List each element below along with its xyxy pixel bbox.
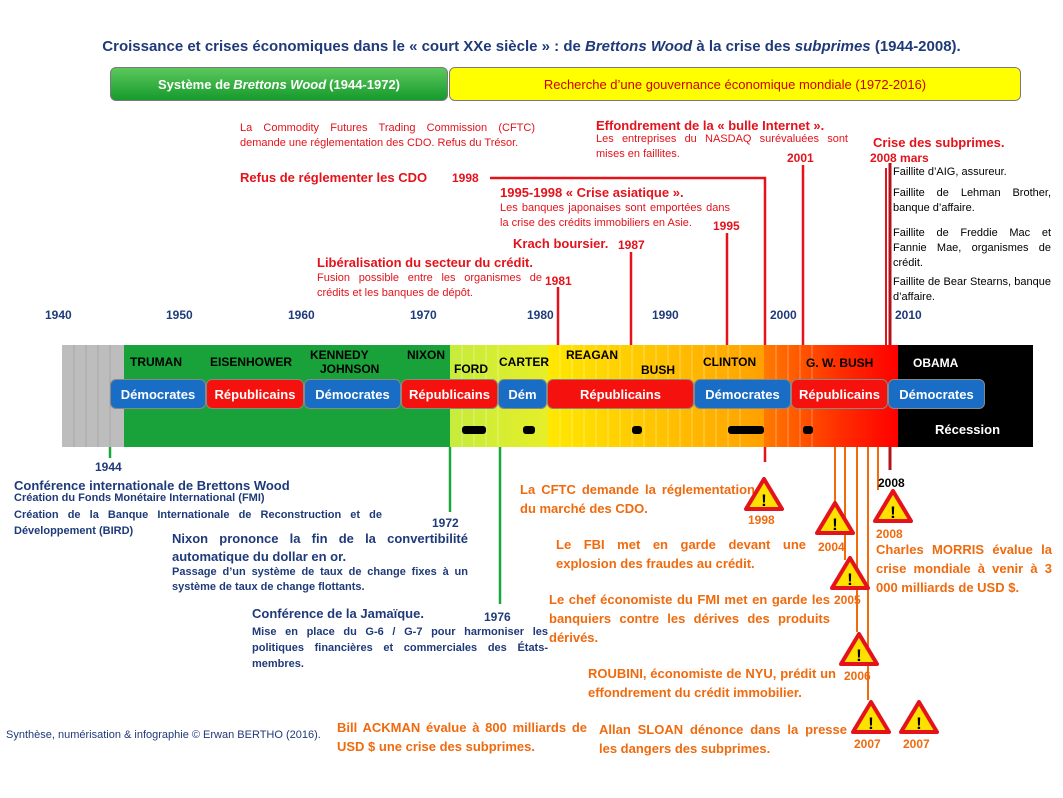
president-gwbush: G. W. BUSH [806, 356, 874, 370]
svg-text:!: ! [890, 503, 896, 522]
decade-1950: 1950 [166, 308, 193, 322]
president-eisenhower: EISENHOWER [210, 355, 293, 369]
president-truman: TRUMAN [130, 355, 182, 369]
era-gouvernance: Recherche d’une gouvernance économique mondiale (1972-2016) [449, 67, 1021, 101]
event-fbi: Le FBI met en garde devant une explosion des fraudes au crédit. [556, 537, 806, 571]
president-obama: OBAMA [913, 356, 959, 370]
svg-text:!: ! [847, 570, 853, 589]
year-1976: 1976 [484, 610, 511, 624]
year-1998-warn: 1998 [748, 513, 775, 527]
president-bush: BUSH [641, 363, 676, 377]
decade-1960: 1960 [288, 308, 315, 322]
president-nixon: NIXON [407, 348, 446, 362]
event-asie-text: Les banques japonaises sont emportées dans la crise des crédits immobiliers en Asie. [500, 202, 730, 229]
president-johnson: JOHNSON [320, 362, 380, 376]
event-aig: Faillite d’AIG, assureur. [893, 166, 1007, 178]
event-subprimes-date: 2008 mars [870, 151, 929, 165]
event-lehman: Faillite de Lehman Brother, banque d’affaire. [893, 187, 1051, 214]
decade-1970: 1970 [410, 308, 437, 322]
year-1995: 1995 [713, 219, 740, 233]
decade-2010: 2010 [895, 308, 922, 322]
year-2008: 2008 [878, 476, 905, 490]
president-clinton: CLINTON [703, 355, 757, 369]
event-jamaique-title: Conférence de la Jamaïque. [252, 606, 424, 621]
year-1998-top: 1998 [452, 171, 479, 185]
event-cftc-1998: La Commodity Futures Trading Commission (CFTC) demande une réglementation des CDO. Refus du Trésor. [240, 122, 535, 149]
president-carter: CARTER [499, 355, 549, 369]
party-republicains-1: Républicains [206, 379, 304, 409]
svg-text:!: ! [832, 515, 838, 534]
event-cftc-98: La CFTC demande la réglementation du marché des CDO. [520, 482, 755, 516]
president-reagan: REAGAN [566, 348, 619, 362]
recession-mark-2002 [803, 426, 813, 434]
party-democrates-5: Démocrates [888, 379, 985, 409]
party-democrates-2: Démocrates [304, 379, 401, 409]
year-2006: 2006 [844, 669, 871, 683]
party-dem-carter: Dém [498, 379, 547, 409]
era-bretton-woods: Système de Brettons Wood (1944-1972) [110, 67, 448, 101]
decade-1940: 1940 [45, 308, 72, 322]
year-2007b: 2007 [903, 737, 930, 751]
president-ford: FORD [454, 362, 488, 376]
event-roubini: ROUBINI, économiste de NYU, prédit un effondrement du crédit immobilier. [588, 666, 836, 700]
credit-line: Synthèse, numérisation & infographie © Erwan BERTHO (2016). [6, 729, 321, 741]
event-asie-title: 1995-1998 « Crise asiatique ». [500, 185, 684, 200]
year-1987: 1987 [618, 238, 645, 252]
year-2005: 2005 [834, 593, 861, 607]
year-1944: 1944 [95, 460, 122, 474]
year-2001: 2001 [787, 151, 814, 165]
party-democrates-4: Démocrates [694, 379, 791, 409]
year-2004: 2004 [818, 540, 845, 554]
event-fmi-eco: Le chef économiste du FMI met en garde les banquiers contre les dérives des produits dérivés. [549, 592, 830, 645]
decade-1980: 1980 [527, 308, 554, 322]
event-bird: Création de la Banque Internationale de Reconstruction et de Développement (BIRD) [14, 509, 382, 537]
recession-label: Récession [935, 422, 1001, 437]
event-krach: Krach boursier. [513, 236, 609, 251]
party-republicains-2: Républicains [401, 379, 498, 409]
warning-icon-2007a [851, 700, 891, 734]
event-sloan: Allan SLOAN dénonce dans la presse les dangers des subprimes. [599, 722, 847, 756]
event-bulle-text: Les entreprises du NASDAQ surévaluées sont mises en faillites. [596, 133, 848, 160]
event-subprimes-title: Crise des subprimes. [873, 135, 1005, 150]
decade-1990: 1990 [652, 308, 679, 322]
warning-icon-2004 [815, 501, 855, 535]
event-bulle-title: Effondrement de la « bulle Internet ». [596, 118, 825, 133]
svg-text:!: ! [761, 491, 767, 510]
president-kennedy: KENNEDY [310, 348, 369, 362]
warning-icon-2006 [839, 632, 879, 666]
event-lib-text: Fusion possible entre les organismes de crédits et les banques de dépôt. [317, 272, 542, 299]
event-morris: Charles MORRIS évalue la crise mondiale à venir à 3 000 milliards de USD $. [876, 542, 1052, 595]
warning-icon-2007b [899, 700, 939, 734]
event-bear: Faillite de Bear Stearns, banque d’affaire. [893, 276, 1051, 303]
recession-mark-1990 [632, 426, 642, 434]
event-bw-title: Conférence internationale de Brettons Wood [14, 478, 290, 493]
year-1981: 1981 [545, 274, 572, 288]
warning-icon-1998 [744, 477, 784, 511]
recession-mark-1980 [523, 426, 535, 434]
recession-mark-1974 [462, 426, 486, 434]
page-title: Croissance et crises économiques dans le « court XXe siècle » : de Brettons Wood à la crise des subprimes (1944-2008). [102, 38, 961, 55]
svg-text:!: ! [856, 646, 862, 665]
svg-text:!: ! [868, 714, 874, 733]
event-freddie: Faillite de Freddie Mac et Fannie Mae, organismes de crédit. [893, 227, 1051, 269]
event-ackman: Bill ACKMAN évalue à 800 milliards de USD $ une crise des subprimes. [337, 720, 587, 754]
recession-mark-2001 [728, 426, 764, 434]
warning-icon-2008 [873, 489, 913, 523]
event-jamaique-text: Mise en place du G-6 / G-7 pour harmoniser les politiques financières et commerciales des États-membres. [252, 626, 548, 670]
svg-text:!: ! [916, 714, 922, 733]
warning-icon-2005 [830, 556, 870, 590]
event-nixon-title: Nixon prononce la fin de la convertibilité automatique du dollar en or. [172, 531, 468, 564]
party-democrates-1: Démocrates [110, 379, 206, 409]
event-lib-title: Libéralisation du secteur du crédit. [317, 255, 533, 270]
year-2007a: 2007 [854, 737, 881, 751]
event-refus: Refus de réglementer les CDO [240, 170, 428, 185]
year-2008-morris: 2008 [876, 527, 903, 541]
event-nixon-text: Passage d’un système de taux de change fixes à un système de taux de change flottants. [172, 566, 468, 593]
party-republicains-4: Républicains [791, 379, 888, 409]
party-republicains-3: Républicains [547, 379, 694, 409]
year-1972: 1972 [432, 516, 459, 530]
event-fmi: Création du Fonds Monétaire International (FMI) [14, 492, 265, 504]
decade-2000: 2000 [770, 308, 797, 322]
